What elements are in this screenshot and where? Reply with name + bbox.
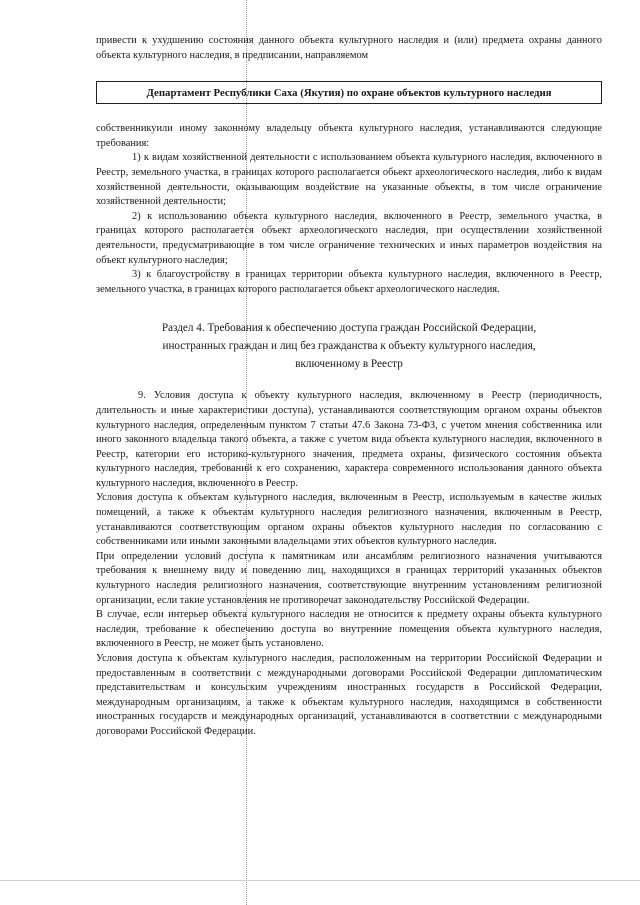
document-body [96, 34, 602, 740]
section-title-line: Раздел 4. Требования к обеспечению доступа граждан Российской Федерации, [161, 322, 537, 335]
requirement-item-1: 1) к видам хозяйственной деятельности с использованием объекта культурного наследия, включенного в Реестр, земельного участка, в границах которого располагается обьект археологического наследия, либо к видам хозяйственной деятельности, оказывающим воздействие на указанные объекты, в том числе ограничение хозяйственной деятельности; [96, 152, 602, 208]
section-title-line: включенному в Реестр [295, 358, 403, 371]
top-paragraph: привести к ухудшению состояния данного объекта культурного наследия и (или) предмета охраны данного объекта культурного наследия, в предписании, направляемом [96, 35, 602, 61]
requirement-item-3: 3) к благоустройству в границах территории объекта культурного наследия, включенного в Реестр, земельного участка, в границах которого располагается обьект археологического наследия. [96, 269, 602, 295]
page-bottom-edge [0, 880, 640, 881]
paragraph-9: 9. Условия доступа к объекту культурного наследия, включенному в Реестр (периодичность, длительность и иные характеристики доступа), устанавливаются соответствующим органом охраны объектов культурного наследия, определенным пунктом 7 статьи 47.6 Закона 73-ФЗ, с учетом мнения собственника или иного законного владельца такого объекта, а также с учетом вида объекта культурного наследия, включенного в Реестр, категории его историко-культурного значения, предмета охраны, физического состояния объекта культурного наследия, требований к его сохранению, характера современного использования данного объекта культурного наследия, включенного в Реестр. [96, 390, 602, 489]
paragraph-diplomatic: Условия доступа к объектам культурного наследия, расположенным на территории Российской Федерации и предоставленным в соответствии с международными договорами Российской Федерации дипломатическим представительствам и консульским учреждениям иностранных государств в Российской Федерации, международным организациям, а также к объектам культурного наследия, находящимся в собственности иностранных государств и международных организаций, устанавливаются в соответствии с международными договорами Российской Федерации. [96, 653, 602, 737]
requirement-item-2: 2) к использованию объекта культурного наследия, включенного в Реестр, земельного участка, в границах которого располагается объект археологического наследия, при осуществлении хозяйственной деятельности, предусматривающие в том числе ограничение технических и иных параметров воздействия на объект культурного наследия; [96, 210, 602, 266]
paragraph-interior: В случае, если интерьер объекта культурного наследия не относится к предмету охраны объекта культурного наследия, требование к обеспечению доступа во внутренние помещения объекта культурного наследия, включенного в Реестр, не может быть установлено. [96, 609, 602, 650]
section-title-line: иностранных граждан и лиц без гражданства к объекту культурного наследия, [162, 340, 536, 353]
intro-paragraph: собственникуили иному законному владельцу объекта культурного наследия, устанавливаются следующие требования: [96, 123, 602, 149]
paragraph-residential: Условия доступа к объектам культурного наследия, включенным в Реестр, используемым в качестве жилых помещений, а также к объектам культурного наследия религиозного назначения, включенным в Реестр, устанавливаются соответствующим органом охраны объектов культурного наследия по согласованию с собственниками или иными законными владельцами этих объектов культурного наследия. [96, 492, 602, 548]
paragraph-religious: При определении условий доступа к памятникам или ансамблям религиозного назначения учитываются требования к внешнему виду и поведению лиц, находящихся в границах территорий указанных объектов культурного наследия религиозного назначения, соответствующие внутренним установлениям религиозной организации, если такие установления не противоречат законодательству Российской Федерации. [96, 550, 602, 606]
department-box: Департамент Республики Саха (Якутия) по охране объектов культурного наследия [96, 81, 602, 104]
section-title [96, 319, 602, 373]
